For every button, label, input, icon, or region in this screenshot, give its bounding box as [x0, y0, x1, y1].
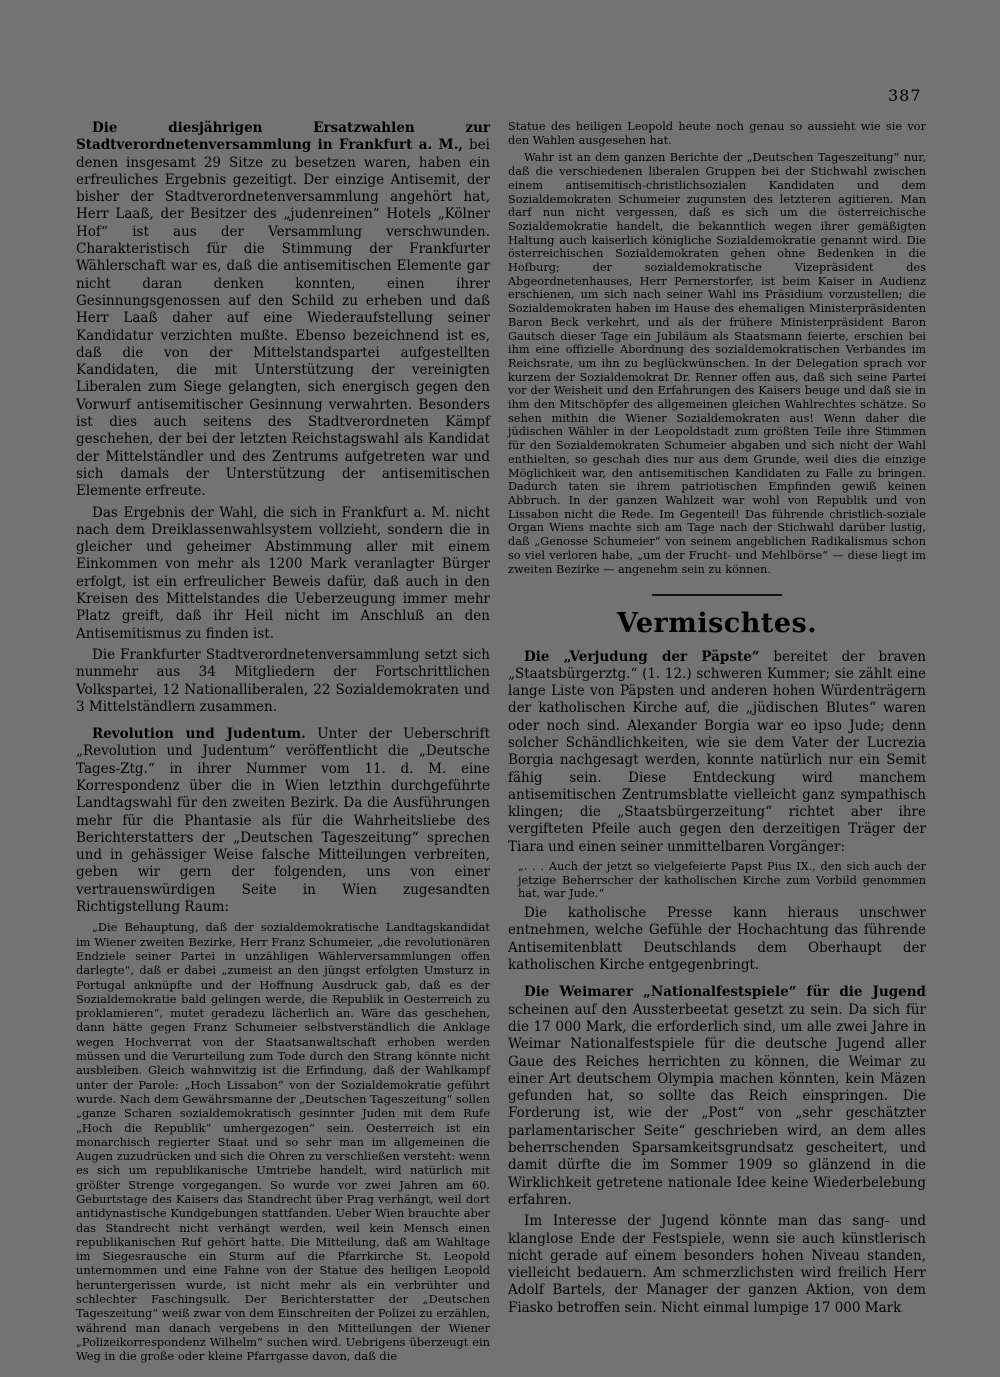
left-column [76, 120, 491, 1364]
article-heading: Revolution und Judentum. [92, 726, 306, 743]
right-column [508, 120, 926, 1316]
quoted-passage: „. . . Auch der jetzt so vielgefeierte Papst Pius IX., den sich auch der jetzige Beherrscher der katholischen Kirche zum Vorbild genommen hat, war Jude.“ [518, 860, 926, 901]
article-weimar-festspiele [508, 984, 926, 1209]
paragraph: Das Ergebnis der Wahl, die sich in Frankfurt a. M. nicht nach dem Dreiklassenwahlsystem vollzieht, sondern die in gleicher und geheimer Abstimmung aller mit einem Einkommen von mehr als 1200 Mark veranlagter Bürger erfolgt, ist ein erfreulicher Beweis dafür, daß auch in den Kreisen des Mittelstandes die Ueberzeugung immer mehr Platz greift, daß ihr Heil nicht im Anschluß an den Antisemitismus zu finden ist. [76, 504, 490, 642]
article-text: scheinen auf den Aussterbeetat gesetzt zu sein. Da sich für die 17 000 Mark, die erforderlich sind, um alle zwei Jahre in Weimar Nationalfestspiele für die deutsche Jugend aller Gaue des Reiches herrichten zu können, die Weimar zu einer Art deutschem Olympia machen könnten, kein Mäzen gefunden hat, so sollte das Reich einspringen. Die Forderung ist, wie der „Post“ von „sehr geschätzter parlamentarischer Seite“ geschrieben wird, an dem alles beherrschenden Sparsamkeitsgrundsatz gescheitert, und damit dürfte die im Sommer 1909 so glänzend in die Wirklichkeit getretene nationale Idee keine Wiederbelebung erfahren. [508, 1001, 926, 1208]
article-text: Unter der Ueberschrift „Revolution und Judentum“ veröffentlicht die „Deutsche Tages-Ztg.“ in ihrer Nummer vom 11. d. M. eine Korrespondenz über die in Wien letzthin durchgeführte Landtagswahl für den zweiten Bezirk. Da die Ausführungen mehr für die Phantasie als für die Wahrheitsliebe des Berichterstatters der „Deutschen Tageszeitung“ sprechen und in gehässiger Weise falsche Mitteilungen verbreiten, geben wir gern der folgenden, uns von einer vertrauenswürdigen Seite in Wien zugesandten Richtigstellung Raum: [76, 726, 491, 916]
paragraph: Wahr ist an dem ganzen Berichte der „Deutschen Tageszeitung“ nur, daß die verschiedenen liberalen Gruppen bei der Stichwahl zwischen einem antisemitisch-christlichsozialen Kandidaten und dem Sozialdemokraten Schumeier zugunsten des letzteren agitieren. Man darf nun nicht vergessen, daß es sich um die österreichische Sozialdemokratie handelt, die bekanntlich wegen ihrer gemäßigten Haltung auch kaiserlich königliche Sozialdemokratie genannt wird. Die österreichischen Sozialdemokraten gehen ohne Bedenken in die Hofburg; der sozialdemokratische Vizepräsident des Abgeordnetenhauses, Herr Pernerstorfer, ist beim Kaiser in Audienz erschienen, um sich nach seiner Wahl ins Präsidium vorzustellen; die Sozialdemokraten haben im Hause des ehemaligen Ministerpräsidenten Baron Beck verkehrt, und als der frühere Ministerpräsident Baron Gautsch dieser Tage ein Jubiläum als Staatsmann feierte, erschien bei ihm eine offizielle Abordnung des sozialdemokratischen Verbandes im Reichsrate, um ihn zu beglückwünschen. In der Delegation sprach vor kurzem der Sozialdemokrat Dr. Renner offen aus, daß sich seine Partei vor der Weisheit und den Erfahrungen des Kaisers beuge und daß sie in ihm den Mitschöpfer des allgemeinen gleichen Wahlrechtes schätze. So sehen mithin die Wiener Sozialdemokraten aus! Wenn daher die jüdischen Wähler in der Leopoldstadt zum größten Teile ihre Stimmen für den Sozialdemokraten Schumeier abgaben und sich nicht der Wahl enthielten, so geschah dies nur aus dem Grunde, weil dies die einzige Möglichkeit war, den antisemitischen Kandidaten zu Falle zu bringen. Dadurch taten sie ihrem patriotischen Empfinden gewiß keinen Abbruch. In der ganzen Wahlzeit war wohl von Republik und von Lissabon nicht die Rede. Im Gegenteil! Das führende christlich-soziale Organ Wiens machte sich am Tage nach der Stichwahl darüber lustig, daß „Genosse Schumeier“ von seinem angeblichen Radikalismus schon so viel verloren habe, „um der Frucht- und Mehlbörse“ — diese liegt im zweiten Bezirke — angenehm sein zu können. [508, 151, 926, 576]
paragraph: Die katholische Presse kann hieraus unschwer entnehmen, welche Gefühle der Hochachtung das führende Antisemitenblatt Deutschlands dem Oberhaupt der katholischen Kirche entgegenbringt. [508, 905, 926, 974]
section-divider [652, 594, 782, 596]
quoted-correction: „Die Behauptung, daß der sozialdemokratische Landtagskandidat im Wiener zweiten Bezirke, Herr Franz Schumeier, „die revolutionären Endziele seiner Partei in unzähligen Wählerversammlungen offen darlegte“, daß er dabei „zumeist an den jüngst erfolgten Umsturz in Portugal anknüpfte und der Hoffnung Ausdruck gab, daß es der Sozialdemokratie bald gelingen werde, die Republik in Oesterreich zu proklamieren“, mutet geradezu lächerlich an. Wäre das geschehen, dann hätte gegen Franz Schumeier selbstverständlich die Anklage wegen Hochverrat von der Staatsanwaltschaft erhoben werden müssen und die Verurteilung zum Tode durch den Strang könnte nicht ausbleiben. Gleich wahnwitzig ist die Erfindung, daß der Wahlkampf unter der Parole: „Hoch Lissabon“ von der Sozialdemokratie geführt wurde. Nach dem Gewährsmanne der „Deutschen Tageszeitung“ sollen „ganze Scharen sozialdemokratisch gesinnter Juden mit dem Rufe „Hoch die Republik“ umhergezogen“ sein. Oesterreich ist ein monarchisch regierter Staat und so sehr man im allgemeinen die Augen zuzudrücken und sich die Ohren zu verschließen versteht: wenn es sich um republikanische Umtriebe handelt, wird natürlich mit größter Strenge vorgegangen. So wurde vor zwei Jahren am 60. Geburtstage des Kaisers das Standrecht über Prag verhängt, weil dort antidynastische Kundgebungen stattfanden. Ueber Wien brauchte aber das Standrecht nicht verhängt werden, weil kein Mensch einen republikanischen Ruf gehört hatte. Die Mitteilung, daß am Wahltage im Siegesrausche ein Sturm auf die Pfarrkirche St. Leopold unternommen und eine Fahne von der Statue des heiligen Leopold heruntergerissen wurde, ist nicht mehr als ein verbrühter und schlechter Faschingsulk. Der Berichterstatter der „Deutschen Tageszeitung“ weiß zwar von dem Einschreiten der Polizei zu erzählen, während man danach vergebens in den Mitteilungen der Wiener „Polizeikorrespondenz Wilhelm“ suchen wird. Uebrigens überzeugt ein Weg in die große oder kleine Pfarrgasse davon, daß die [76, 920, 490, 1364]
page-number: 387 [888, 86, 922, 105]
article-text: bereitet der braven „Staatsbürgerztg.“ (1. 12.) schweren Kummer; sie zählt eine lange Liste von Päpsten und anderen hohen Würdenträgern der katholischen Kirche auf, die „jüdischen Blutes“ waren oder noch sind. Alexander Borgia war eo ipso Jude; denn solcher Schändlichkeiten, wie sie dem Vater der Lucrezia Borgia nachgesagt werden, konnte natürlich nur ein Semit fähig sein. Diese Entdeckung wird manchem antisemitischen Zentrumsblatte vielleicht ganz sympathisch klingen; die „Staatsbürgerzeitung“ richtet aber ihre vergifteten Pfeile auch gegen den derzeitigen Träger der Tiara und einen seiner unmittelbaren Vorgänger: [508, 648, 926, 855]
article-revolution-judentum [76, 726, 490, 916]
paragraph: Im Interesse der Jugend könnte man das sang- und klanglose Ende der Festspiele, wenn sie auch künstlerisch nicht gerade auf einem besonders hohen Niveau standen, vielleicht bedauern. Am schmerzlichsten wird freilich Herr Adolf Bartels, der Manager der ganzen Aktion, von dem Fiasko betroffen sein. Nicht einmal lumpige 17 000 Mark [508, 1213, 926, 1316]
article-heading: Die diesjährigen Ersatzwahlen zur Stadtverordnetenversammlung in Frankfurt a. M., [76, 120, 490, 154]
article-text: bei denen insgesamt 29 Sitze zu besetzen waren, haben ein erfreuliches Ergebnis gezeitigt. Der einzige Antisemit, der bisher der Stadtverordnetenversammlung angehört hat, Herr Laaß, der Besitzer des „judenreinen“ Hotels „Kölner Hof“ ist aus der Versammlung verschwunden. Charakteristisch für die Stimmung der Frankfurter Wählerschaft war es, daß die antisemitischen Elemente gar nicht daran denken konnten, einen ihrer Gesinnungsgenossen auf den Schild zu erheben und daß Herr Laaß daher auf eine Wiederaufstellung seiner Kandidatur verzichten mußte. Ebenso bezeichnend ist es, daß die von der Mittelstandspartei aufgestellten Kandidaten, die mit Unterstützung der vereinigten Liberalen zum Siege gelangten, sich energisch gegen den Vorwurf antisemitischer Gesinnung verwahrten. Besonders ist dies auch seitens des Stadtverordneten Kämpf geschehen, der bei der letzten Reichstagswahl als Kandidat der Mittelständler und des Zentrums aufgetreten war und sich damals der Unterstützung der antisemitischen Elemente erfreute. [76, 137, 490, 500]
article-heading: Die „Verjudung der Päpste“ [524, 648, 760, 665]
article-frankfurt-elections [76, 120, 490, 501]
article-heading: Die Weimarer „Nationalfestspiele“ für die Jugend [524, 984, 926, 1001]
paragraph: Die Frankfurter Stadtverordnetenversammlung setzt sich nunmehr aus 34 Mitgliedern der Fortschrittlichen Volkspartei, 12 Nationalliberalen, 22 Sozialdemokraten und 3 Mittelständlern zusammen. [76, 646, 490, 715]
continued-quote: Statue des heiligen Leopold heute noch genau so aussieht wie sie vor den Wahlen ausgesehen hat. [508, 120, 926, 147]
section-title: Vermischtes. [616, 608, 818, 640]
article-verjudung-paepste [508, 649, 926, 857]
